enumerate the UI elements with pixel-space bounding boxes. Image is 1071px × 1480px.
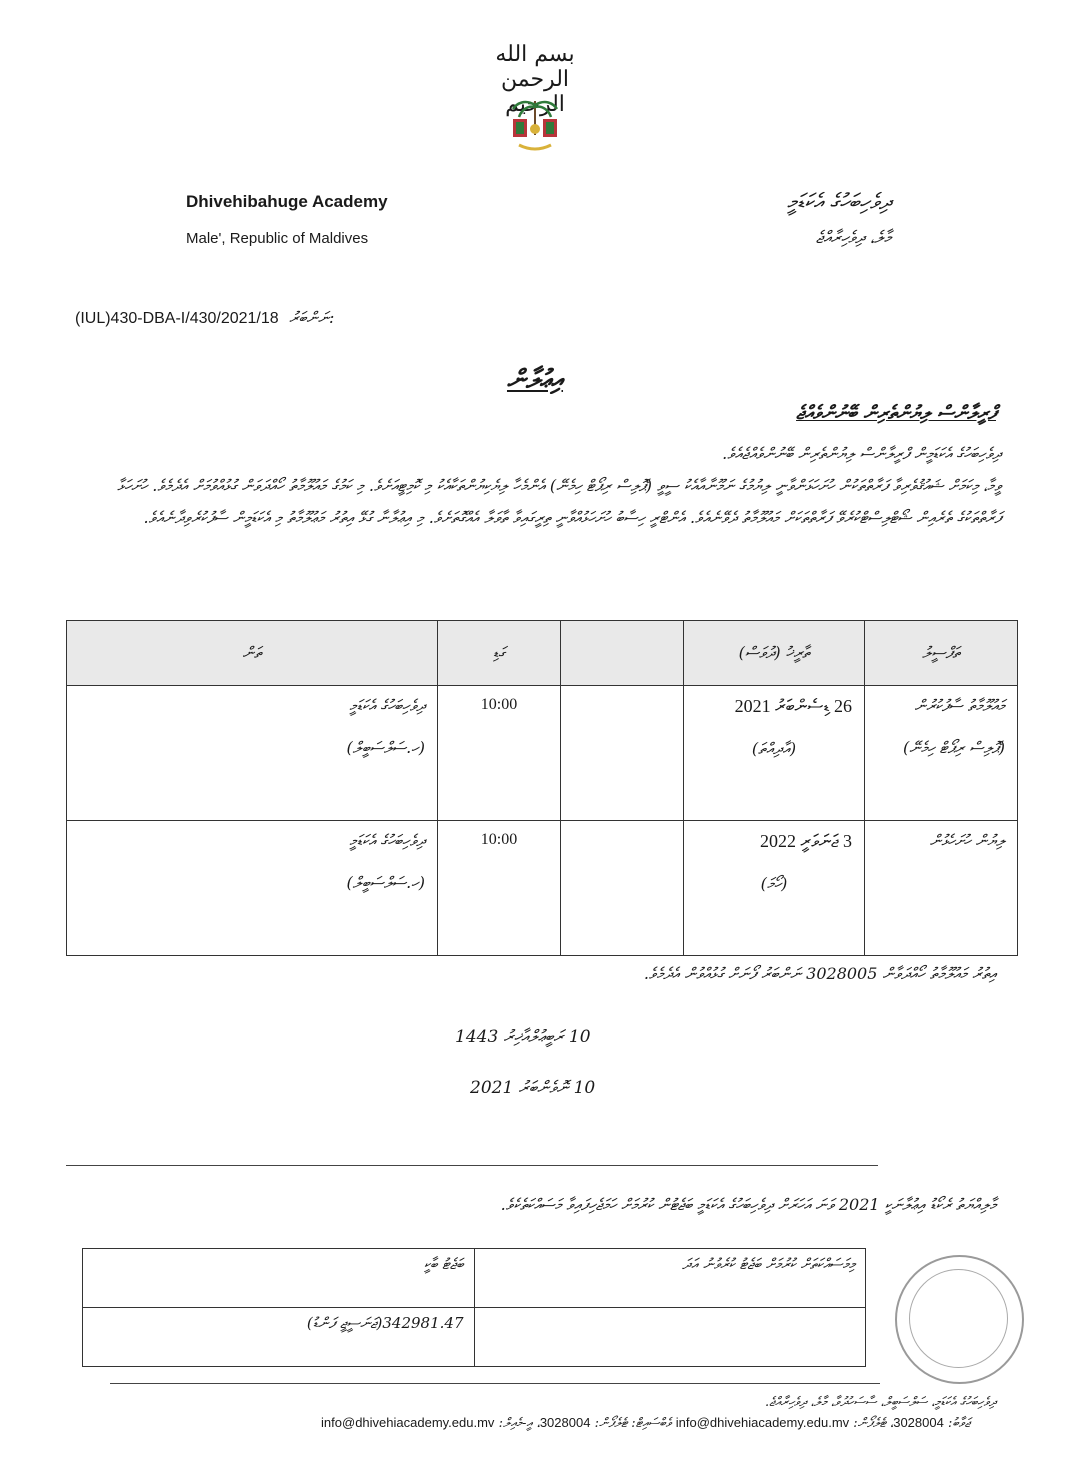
- notice-title: އިޢުލާން: [506, 365, 564, 395]
- org-location-dv: މާލެ، ދިވެހިރާއްޖެ: [815, 228, 891, 248]
- date-value: 3 ޖަނަވަރީ 2022: [760, 831, 852, 851]
- reference-label: ނަންބަރު:: [289, 308, 335, 327]
- footer-website-label: ވެބްސައިޓް:: [631, 1416, 672, 1431]
- footer-email-1: info@dhivehiacademy.edu.mv: [675, 1415, 850, 1430]
- detail-line: ލިޔުން ހުށަހެޅުން: [929, 831, 1005, 850]
- date-gregorian: 10 ނޮވެންބަރު 2021: [470, 1078, 596, 1098]
- divider: [66, 1165, 878, 1166]
- place-value: ދިވެހިބަހުގެ އެކަޑަމީ: [349, 831, 425, 850]
- budget-col2-value: 342981.47(ޖަނަސީޖީ ފަންޑު): [83, 1308, 475, 1367]
- footer-address: ދިވެހިބަހުގެ އެކަޑަމީ، ސަލްސަބީލް، ސާސަހުދުވާ، މާލެ، ދިވެހިރާއްޖެ.: [764, 1395, 996, 1410]
- budget-value-row: [83, 1308, 866, 1367]
- header-date: ތާރީޚު (ދުވަސް): [684, 621, 865, 686]
- day-value: (އާދިއްތަ): [751, 739, 797, 758]
- day-value: (ހޯމަ): [760, 874, 788, 893]
- date-value: 26 ޑިސެންބަރު 2021: [734, 696, 852, 716]
- notice-body: ވީމާ، މިކަމަށް ޝައުޤުވެރިވާ ފަރާތްތަކުން ހުށަހަޅަންވާނީ ލިޔުމުގެ ނަމޫނާއާއެކު ސީވީ (ޕޮލިސް ރިޕޯޓް ހިމެނޭ) އެންމެހާ ލިޔެކިޔުންތަކާއެކު މި ކޮމިޓީއަށެވެ. މި ކަމުގެ މައުލޫމާތު ހޯއްދަވަން ގުޅުއްވުމަށް އެދެމެވެ. ހުށަހަޅާ ފަރާތްތަކުގެ ތެރެއިން ޝޯޓްލިސްޓްކުރެވޭ ފަރާތްތަކަށް މައުލޫމާތު ދެވޭނެއެވެ. އެންޓްރީ ހިސާބު ހުށަހަޅުއްވާނީ ތިރީގައިވާ ތާވަލާ އެއްގޮތަށެވެ. މި އިޢުލާނާ ގުޅޭ އިތުރު މަޢުލޫމާތު މި އެކަޑަމީން ސާފުކުރެވިދާނެއެވެ.: [117, 476, 1001, 527]
- row-place: [67, 821, 438, 956]
- official-seal-icon: [895, 1255, 1024, 1384]
- detail-note: (ޕޮލިސް ރިޕޯޓް ހިމެނޭ): [902, 738, 1005, 757]
- schedule-table: [66, 620, 1018, 956]
- row-date: [684, 686, 865, 821]
- reference-number: [75, 308, 334, 328]
- budget-note: މާލިއްޔަތު ރެކޯޑު އިޢުލާނަކީ 2021 ވަނަ އަހަރަށް ދިވެހިބަހުގެ އެކަޑަމީ ބަޖެޓުން ކުރުމަށް ހަމަޖެހިފައިވާ މަސައްކަތެކެވެ.: [500, 1195, 996, 1214]
- place-note: (ހ.ސަލްސަބީލް): [346, 738, 425, 757]
- footer-phone2-label: ޓެލެފޯން:: [594, 1416, 628, 1431]
- row-time: 10:00: [438, 686, 561, 821]
- detail-line: މައުލޫމާތު ސާފުކުރުން: [914, 696, 1005, 715]
- row-date: [684, 821, 865, 956]
- schedule-header-row: [67, 621, 1018, 686]
- row-blank: [561, 686, 684, 821]
- org-location-en: Male', Republic of Maldives: [186, 230, 369, 247]
- footer-fax: 3028004: [893, 1415, 944, 1430]
- place-note: (ހ.ސަލްސަބީލް): [346, 873, 425, 892]
- header-place: ތަން: [67, 621, 438, 686]
- budget-header-row: [83, 1249, 866, 1308]
- row-time: 10:00: [438, 821, 561, 956]
- contact-note: އިތުރު މައުލޫމާތު ހޯއްދަވާން 3028005 ނަންބަރު ފޯނަށް ގުޅުއްވުން އެދެމެވެ.: [643, 964, 996, 983]
- notice-intro: ދިވެހިބަހުގެ އެކަޑަމީން ފްރީލާންސް ލިޔުންތެރިން ބޭނުންވެއްޖެއެވެ.: [722, 444, 1001, 463]
- state-emblem-icon: [505, 95, 565, 157]
- reference-value: (IUL)430-DBA-I/430/2021/18: [75, 310, 279, 327]
- budget-col2-header: ބަޖެޓު ބާކީ: [83, 1249, 475, 1308]
- footer-fax-label: ޖަވާބު:: [947, 1416, 970, 1431]
- row-detail: [865, 821, 1018, 956]
- table-row: [67, 686, 1018, 821]
- budget-table: [82, 1248, 866, 1367]
- footer-phone-label: ޓެލެފޯން:: [853, 1416, 886, 1431]
- budget-col1-header: މިމަސައްކަތަށް ކުރުމަށް ބަޖެޓު ކުރެވުނު އަދަ: [474, 1249, 866, 1308]
- place-value: ދިވެހިބަހުގެ އެކަޑަމީ: [349, 696, 425, 715]
- row-detail: [865, 686, 1018, 821]
- org-name-en: Dhivehibahuge Academy: [186, 192, 388, 211]
- header-time: ގަޑި: [438, 621, 561, 686]
- header-blank: [561, 621, 684, 686]
- footer-email-2: info@dhivehiacademy.edu.mv: [321, 1415, 495, 1430]
- row-blank: [561, 821, 684, 956]
- header-detail: ތަފްސީލު: [865, 621, 1018, 686]
- footer-contacts: ޖަވާބު: 3028004، ޓެލެފޯން: info@dhivehiacademy.edu.mv ވެބްސައިޓް: ޓެލެފޯން: 3028004، އީ-މެއިލް: info@dhivehiacademy.edu.mv: [321, 1415, 970, 1431]
- footer-email-label: އީ-މެއިލް:: [498, 1416, 533, 1431]
- footer-divider: [110, 1383, 880, 1384]
- table-row: [67, 821, 1018, 956]
- footer-phone2: 3028004: [539, 1415, 591, 1430]
- bismillah-calligraphy: بسم الله الرحمن الرحيم: [495, 42, 575, 117]
- seal-inner-ring: [909, 1269, 1008, 1368]
- date-hijri: 10 ރަބީޢުލްއާޚިރު 1443: [455, 1027, 591, 1047]
- row-place: [67, 686, 438, 821]
- notice-subtitle: ފްރީލާންސް ލިޔުންތެރިން ބޭނުންވެއްޖެ: [796, 402, 996, 424]
- budget-col1-value: [474, 1308, 866, 1367]
- org-name-dv: ދިވެހިބަހުގެ އެކަޑަމީ: [786, 190, 891, 215]
